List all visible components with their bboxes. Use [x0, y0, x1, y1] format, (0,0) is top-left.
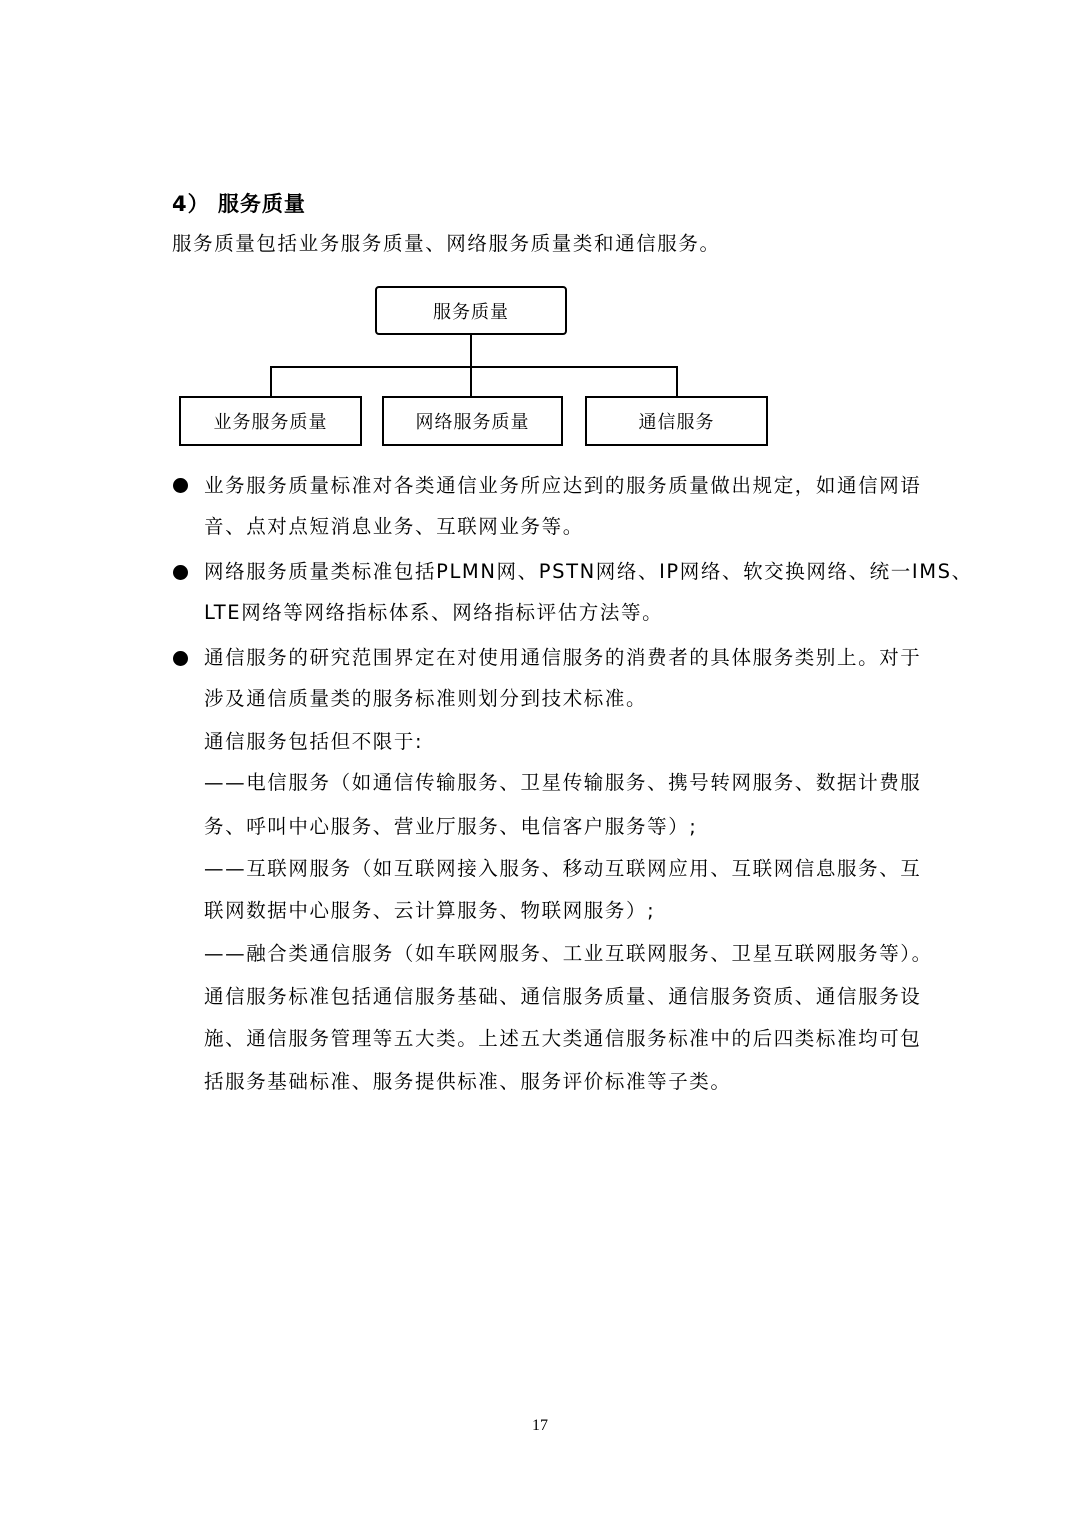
closing-line-3: 括服务基础标准、服务提供标准、服务评价标准等子类。 [204, 1070, 732, 1093]
diagram-connector-right [676, 366, 678, 396]
diagram-connector-middle [470, 366, 472, 396]
bullet-1-line-1: 业务服务质量标准对各类通信业务所应达到的服务质量做出规定，如通信网语 [204, 474, 922, 497]
diagram-connector-left [270, 366, 272, 396]
bullet-2-line-2: LTE网络等网络指标体系、网络指标评估方法等。 [204, 601, 664, 624]
section-heading: 4） 服务质量 [172, 192, 306, 216]
service-item-1-line-1: ——电信服务（如通信传输服务、卫星传输服务、携号转网服务、数据计费服 [204, 771, 922, 794]
service-item-1-line-2: 务、呼叫中心服务、营业厅服务、电信客户服务等）; [204, 815, 698, 838]
page-number: 17 [532, 1417, 548, 1434]
diagram-node-network-quality: 网络服务质量 [382, 396, 563, 446]
bullet-2-line-1: 网络服务质量类标准包括PLMN网、PSTN网络、IP网络、软交换网络、统一IMS、 [204, 560, 973, 583]
closing-line-2: 施、通信服务管理等五大类。上述五大类通信服务标准中的后四类标准均可包 [204, 1027, 922, 1050]
bullet-dot [173, 478, 188, 493]
bullet-3-line-2: 涉及通信质量类的服务标准则划分到技术标准。 [204, 687, 648, 710]
service-item-3-line-1: ——融合类通信服务（如车联网服务、工业互联网服务、卫星互联网服务等）。 [204, 942, 933, 965]
bullet-3-line-1: 通信服务的研究范围界定在对使用通信服务的消费者的具体服务类别上。对于 [204, 646, 922, 669]
diagram-root-node: 服务质量 [375, 286, 567, 335]
bullet-1-line-2: 音、点对点短消息业务、互联网业务等。 [204, 515, 584, 538]
diagram-node-business-quality: 业务服务质量 [179, 396, 362, 446]
services-intro: 通信服务包括但不限于: [204, 730, 424, 753]
diagram-connector-bar [270, 366, 678, 368]
bullet-dot [173, 565, 188, 580]
diagram-node-communication-service: 通信服务 [585, 396, 768, 446]
service-item-2-line-1: ——互联网服务（如互联网接入服务、移动互联网应用、互联网信息服务、互 [204, 857, 922, 880]
closing-line-1: 通信服务标准包括通信服务基础、通信服务质量、通信服务资质、通信服务设 [204, 985, 922, 1008]
diagram-connector-trunk [470, 335, 472, 367]
bullet-dot [173, 651, 188, 666]
intro-paragraph: 服务质量包括业务服务质量、网络服务质量类和通信服务。 [172, 232, 721, 255]
service-item-2-line-2: 联网数据中心服务、云计算服务、物联网服务）; [204, 899, 656, 922]
